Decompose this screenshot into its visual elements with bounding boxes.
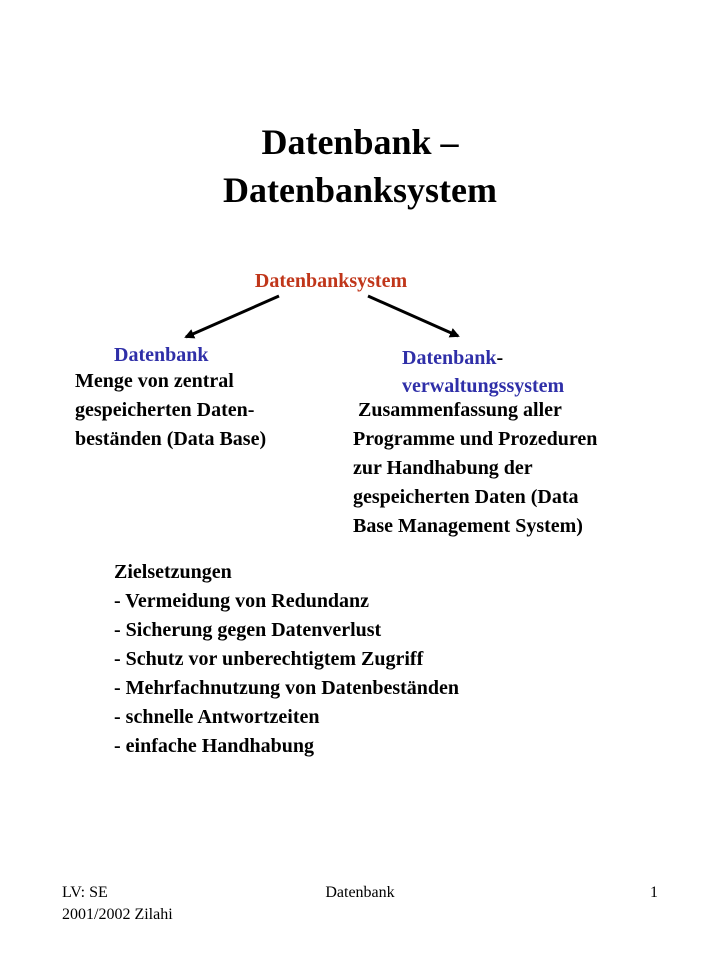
arrow-right <box>368 296 458 336</box>
datenbank-desc-line: beständen (Data Base) <box>75 428 267 450</box>
goal-item: - Mehrfachnutzung von Datenbeständen <box>114 677 460 699</box>
goal-item: - Sicherung gegen Datenverlust <box>114 619 382 641</box>
datenbank-desc-line: Menge von zentral <box>75 370 234 392</box>
dbms-desc-line: Programme und Prozeduren <box>353 428 598 450</box>
goals-list <box>114 558 459 761</box>
dbms-desc-line: gespeicherten Daten (Data <box>353 486 579 508</box>
title-line-1: Datenbank – <box>261 122 459 162</box>
dbms-heading-part1: Datenbank <box>402 347 497 369</box>
dbms-desc-line: Zusammenfassung aller <box>353 399 562 421</box>
datenbank-desc-line: gespeicherten Daten- <box>75 399 255 421</box>
dbms-heading <box>402 344 564 400</box>
datenbank-description <box>75 367 266 454</box>
dbms-root-label: Datenbanksystem <box>254 270 408 292</box>
goal-item: - Schutz vor unberechtigtem Zugriff <box>114 648 424 670</box>
dbms-desc-line: zur Handhabung der <box>353 457 533 479</box>
dbms-description <box>353 396 597 541</box>
datenbank-heading: Datenbank <box>114 344 209 366</box>
page-number: 1 <box>650 884 658 901</box>
goal-item: - Vermeidung von Redundanz <box>114 590 370 612</box>
dbms-heading-part2: verwaltungssystem <box>402 375 565 397</box>
goal-item: - schnelle Antwortzeiten <box>114 706 320 728</box>
goal-item: - einfache Handhabung <box>114 735 315 757</box>
arrow-left <box>186 296 279 337</box>
footer-topic: Datenbank <box>325 884 395 901</box>
footer-term-author: 2001/2002 Zilahi <box>62 906 173 923</box>
dbms-heading-dash: - <box>496 347 504 369</box>
title-line-2: Datenbanksystem <box>222 170 498 210</box>
footer-course: LV: SE <box>62 884 108 901</box>
goals-heading: Zielsetzungen <box>114 561 232 583</box>
dbms-desc-line: Base Management System) <box>353 515 583 537</box>
